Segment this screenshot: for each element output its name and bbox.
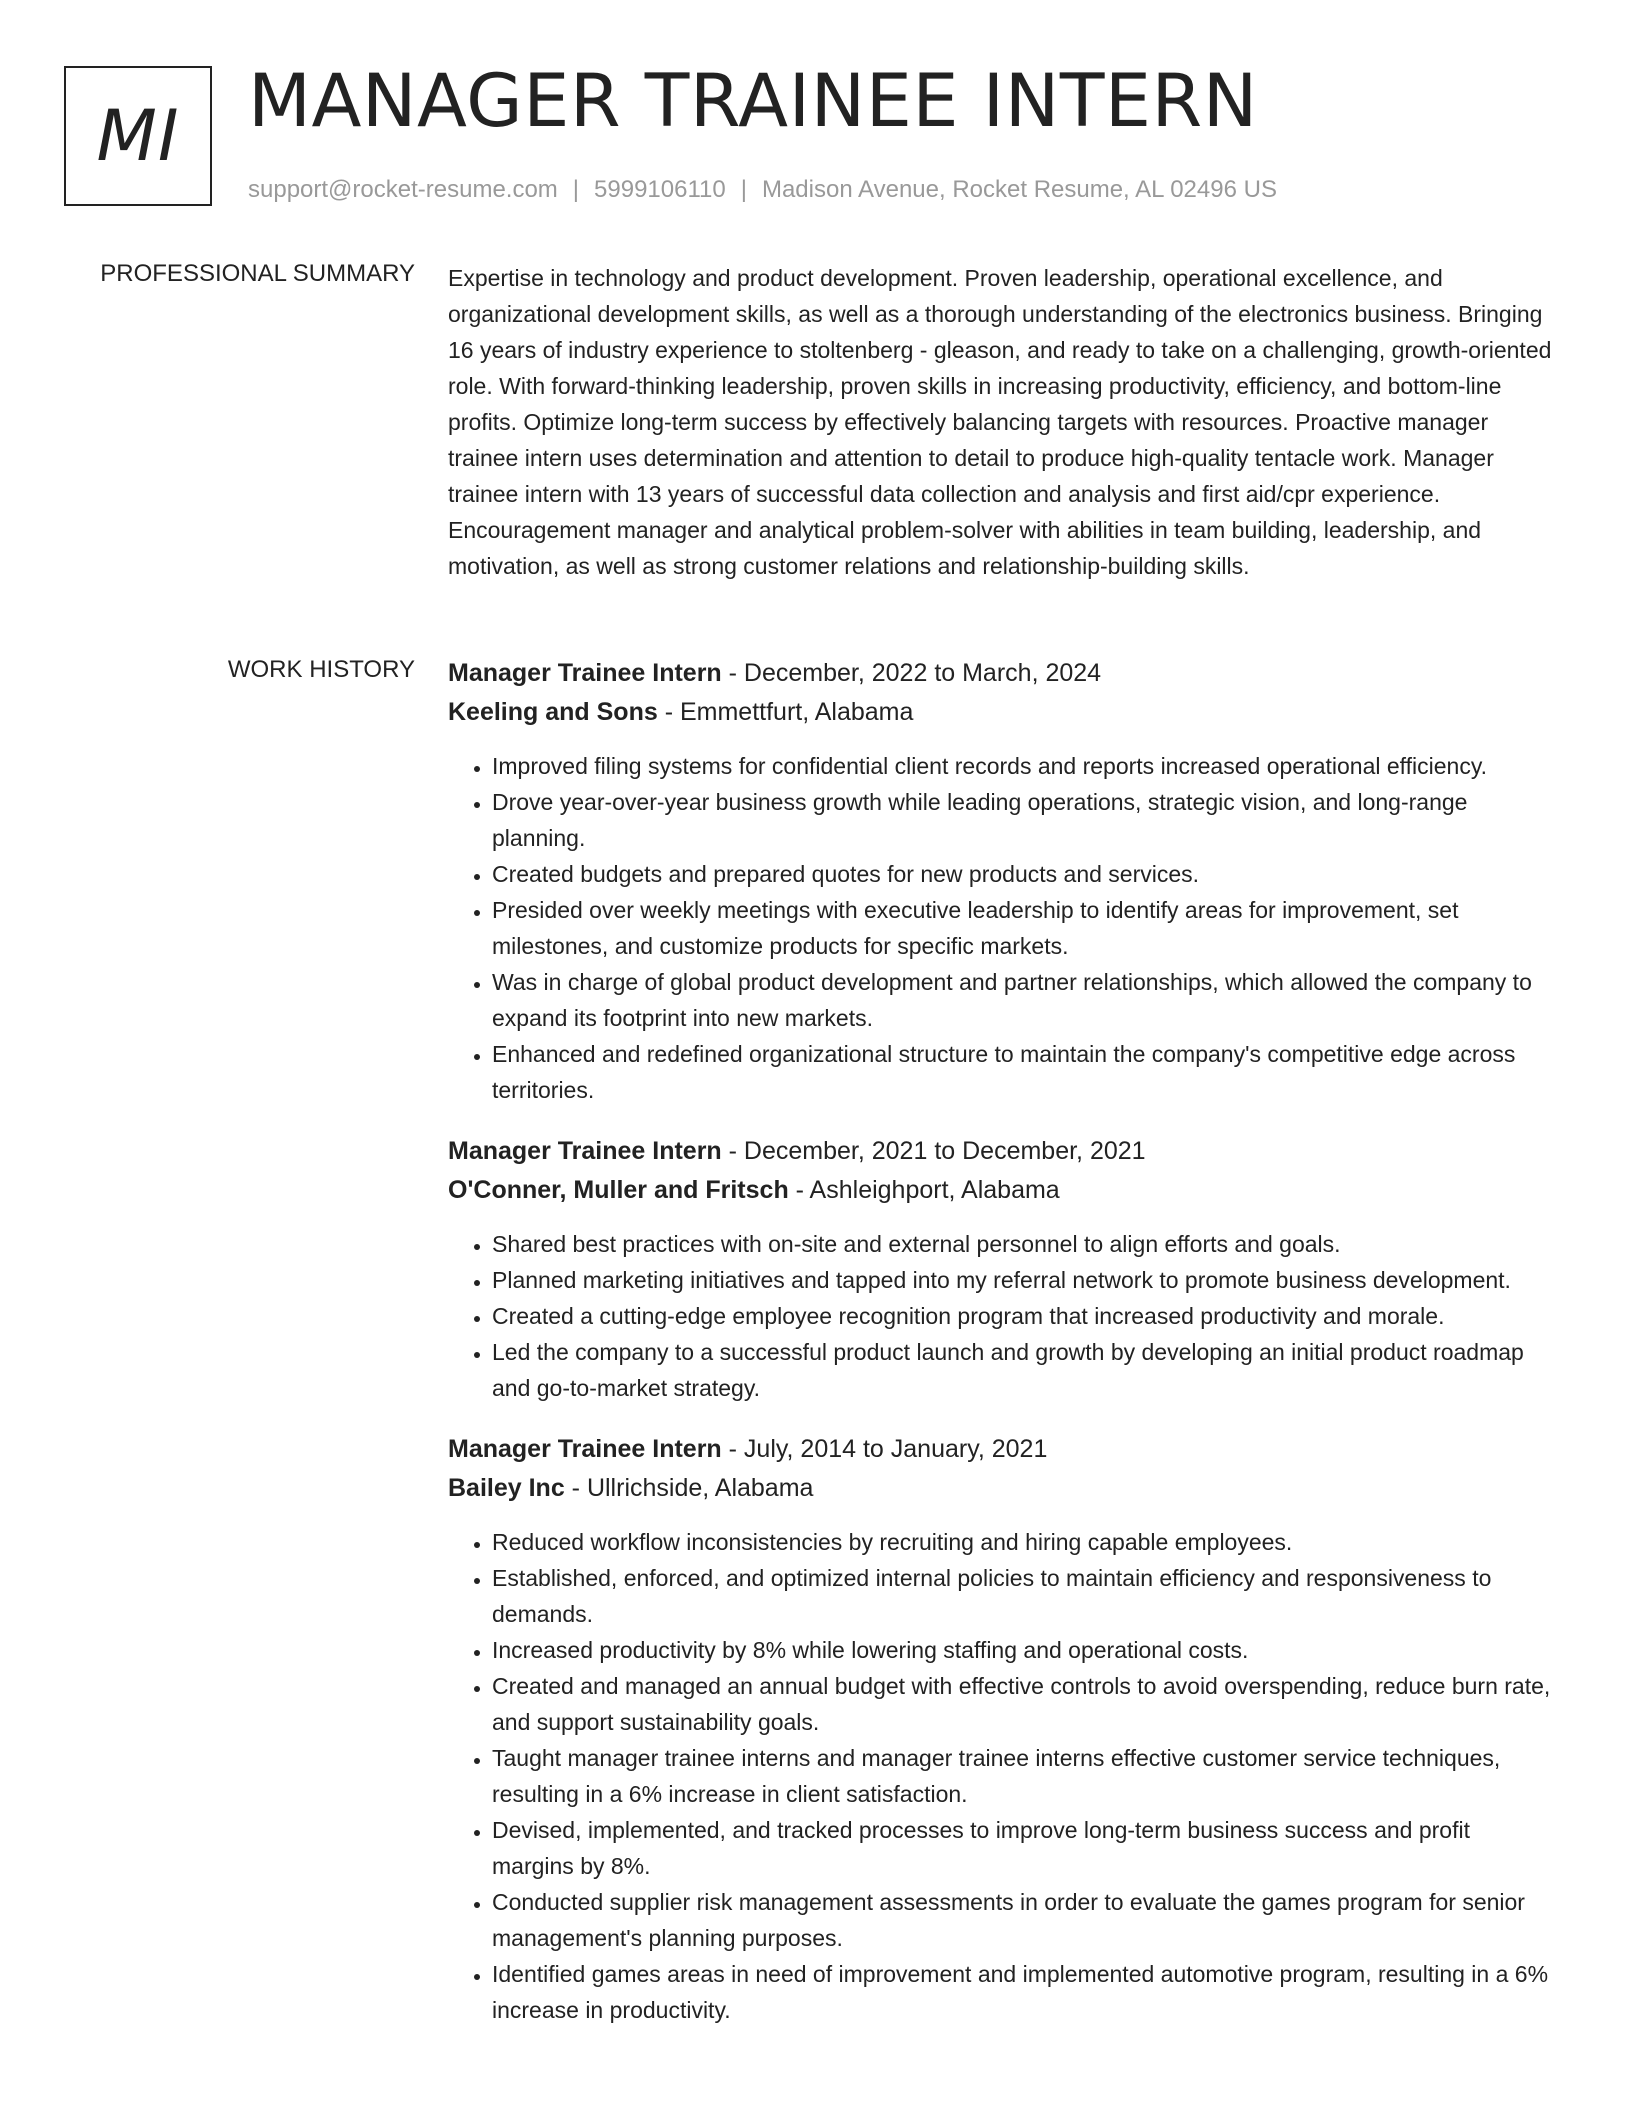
contact-phone: 5999106110 [594, 176, 726, 203]
job-company: O'Conner, Muller and Fritsch [448, 1176, 789, 1204]
job-bullet: • Created budgets and prepared quotes for new products and services. [492, 856, 1558, 892]
job-title-line [448, 1430, 1558, 1469]
resume-name: MANAGER TRAINEE INTERN [248, 59, 1258, 144]
contact-separator: | [740, 176, 747, 203]
job-dates: - December, 2021 to December, 2021 [721, 1137, 1146, 1165]
job-title: Manager Trainee Intern [448, 1137, 722, 1165]
contact-address: Madison Avenue, Rocket Resume, AL 02496 US [761, 176, 1277, 203]
job-title: Manager Trainee Intern [448, 1435, 722, 1463]
job-bullet: • Increased productivity by 8% while lowering staffing and operational costs. [492, 1632, 1558, 1668]
job-company-line [448, 693, 1558, 732]
job-bullet: • Enhanced and redefined organizational structure to maintain the company's competitive edge across territories. [492, 1036, 1558, 1108]
job-title-line [448, 1132, 1558, 1171]
job-company-line [448, 1469, 1558, 1508]
job-bullet: • Established, enforced, and optimized internal policies to maintain efficiency and responsiveness to demands. [492, 1560, 1558, 1632]
job-location: - Emmettfurt, Alabama [657, 698, 914, 726]
job-bullet: • Shared best practices with on-site and external personnel to align efforts and goals. [492, 1226, 1558, 1262]
summary-text: Expertise in technology and product development. Proven leadership, operational excellence, and organizational development skills, as well as a thorough understanding of the electronics business. Bringing 16 years of industry experience to stoltenberg - gleason, and ready to take on a challenging, growth-oriented role. With forward-thinking leadership, proven skills in increasing productivity, efficiency, and bottom-line profits. Optimize long-term success by effectively balancing targets with resources. Proactive manager trainee intern uses determination and attention to detail to produce high-quality tentacle work. Manager trainee intern with 13 years of successful data collection and analysis and first aid/cpr experience. Encouragement manager and analytical problem-solver with abilities in team building, leadership, and motivation, as well as strong customer relations and relationship-building skills. [448, 265, 1552, 579]
job-bullet: • Improved filing systems for confidential client records and reports increased operational efficiency. [492, 748, 1558, 784]
contact-email: support@rocket-resume.com [248, 176, 558, 203]
monogram-badge [64, 66, 212, 206]
job-bullet: • Led the company to a successful product launch and growth by developing an initial product roadmap and go-to-market strategy. [492, 1334, 1558, 1406]
job-bullet: • Created and managed an annual budget with effective controls to avoid overspending, reduce burn rate, and support sustainability goals. [492, 1668, 1558, 1740]
contact-separator: | [572, 176, 580, 203]
job-bullet: • Was in charge of global product development and partner relationships, which allowed the company to expand its footprint into new markets. [492, 964, 1558, 1036]
summary-section [448, 260, 1558, 584]
job-bullet: • Reduced workflow inconsistencies by recruiting and hiring capable employees. [492, 1524, 1558, 1560]
job-bullet: • Planned marketing initiatives and tapped into my referral network to promote business development. [492, 1262, 1558, 1298]
job-entry [448, 1132, 1558, 1406]
section-label-work-history: WORK HISTORY [227, 656, 415, 683]
job-bullet: • Taught manager trainee interns and manager trainee interns effective customer service techniques, resulting in a 6% increase in client satisfaction. [492, 1740, 1558, 1812]
job-company: Bailey Inc [448, 1474, 565, 1502]
job-bullet-list [448, 1524, 1558, 2028]
job-entry [448, 1430, 1558, 2028]
job-bullet-list [448, 748, 1558, 1108]
job-company: Keeling and Sons [448, 698, 658, 726]
job-location: - Ullrichside, Alabama [564, 1474, 814, 1502]
job-dates: - July, 2014 to January, 2021 [721, 1435, 1048, 1463]
work-history-section [448, 654, 1558, 2052]
job-title: Manager Trainee Intern [448, 659, 722, 687]
job-location: - Ashleighport, Alabama [788, 1176, 1060, 1204]
job-bullet: • Devised, implemented, and tracked processes to improve long-term business success and profit margins by 8%. [492, 1812, 1558, 1884]
job-bullet: • Created a cutting-edge employee recognition program that increased productivity and morale. [492, 1298, 1558, 1334]
monogram-initials: MI [96, 95, 180, 177]
section-label-summary: PROFESSIONAL SUMMARY [100, 260, 415, 287]
job-company-line [448, 1171, 1558, 1210]
job-bullet: • Drove year-over-year business growth while leading operations, strategic vision, and long-range planning. [492, 784, 1558, 856]
job-bullet: • Identified games areas in need of improvement and implemented automotive program, resulting in a 6% increase in productivity. [492, 1956, 1558, 2028]
job-bullet-list [448, 1226, 1558, 1406]
job-bullet: • Conducted supplier risk management assessments in order to evaluate the games program for senior management's planning purposes. [492, 1884, 1558, 1956]
job-entry [448, 654, 1558, 1108]
job-bullet: • Presided over weekly meetings with executive leadership to identify areas for improvement, set milestones, and customize products for specific markets. [492, 892, 1558, 964]
contact-line [248, 174, 1277, 206]
job-dates: - December, 2022 to March, 2024 [721, 659, 1102, 687]
job-title-line [448, 654, 1558, 693]
